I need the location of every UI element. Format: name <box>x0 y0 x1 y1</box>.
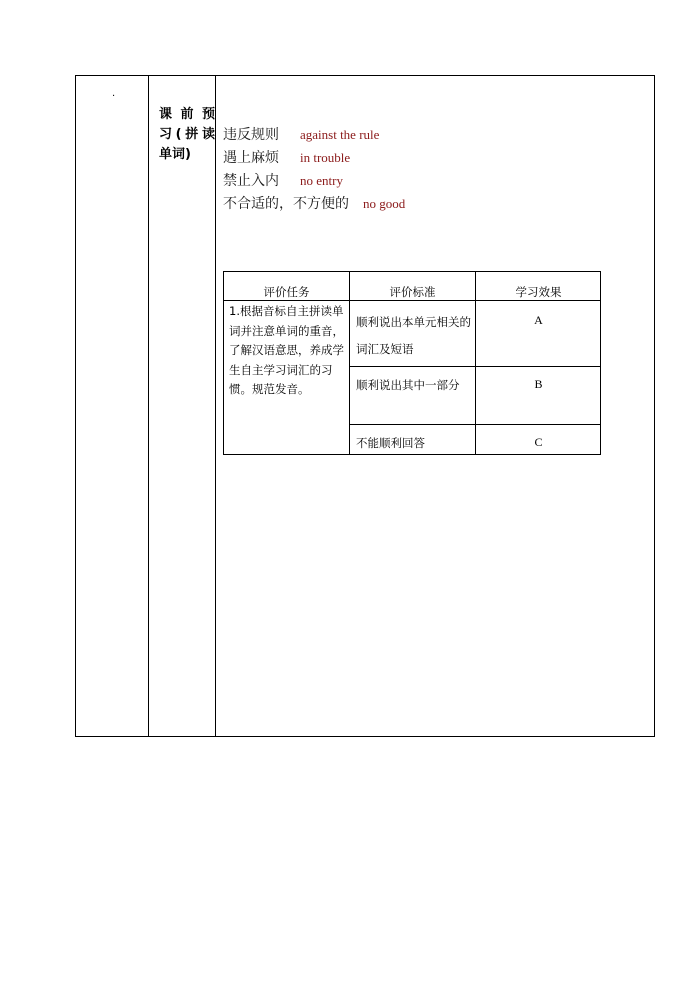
table-divider <box>224 300 600 301</box>
vocab-item <box>223 122 405 145</box>
vocab-english: no good <box>363 196 406 211</box>
result-cell: C <box>534 435 543 449</box>
row-marker: . <box>112 88 116 99</box>
evaluation-table <box>223 271 601 455</box>
header-task: 评价任务 <box>263 285 310 299</box>
section-label: 课 前 预习(拼读单词) <box>159 107 215 162</box>
vocab-item <box>223 145 405 168</box>
result-cell: B <box>534 377 543 391</box>
vocab-english: in trouble <box>300 150 351 165</box>
vocab-english: against the rule <box>300 127 380 142</box>
column-divider <box>148 76 149 736</box>
vocab-chinese: 禁止入内 <box>223 173 279 189</box>
vocab-chinese: 不合适的，不方便的 <box>223 196 349 212</box>
task-description: 1.根据音标自主拼读单词并注意单词的重音，了解汉语意思，养成学生自主学习词汇的习惯。规范发音。 <box>229 304 344 396</box>
column-divider <box>215 76 216 736</box>
vocab-english: no entry <box>300 173 343 188</box>
header-result: 学习效果 <box>515 285 562 299</box>
header-criteria: 评价标准 <box>389 285 436 299</box>
criteria-cell: 不能顺利回答 <box>356 436 425 450</box>
result-cell: A <box>534 313 543 327</box>
vocab-chinese: 违反规则 <box>223 127 279 143</box>
lesson-table <box>75 75 655 737</box>
vocabulary-list <box>223 122 405 214</box>
criteria-cell: 顺利说出其中一部分 <box>356 378 460 392</box>
criteria-cell: 顺利说出本单元相关的词汇及短语 <box>356 315 471 356</box>
table-divider <box>350 424 600 425</box>
table-divider <box>350 366 600 367</box>
vocab-item <box>223 191 405 214</box>
vocab-item <box>223 168 405 191</box>
vocab-chinese: 遇上麻烦 <box>223 150 279 166</box>
